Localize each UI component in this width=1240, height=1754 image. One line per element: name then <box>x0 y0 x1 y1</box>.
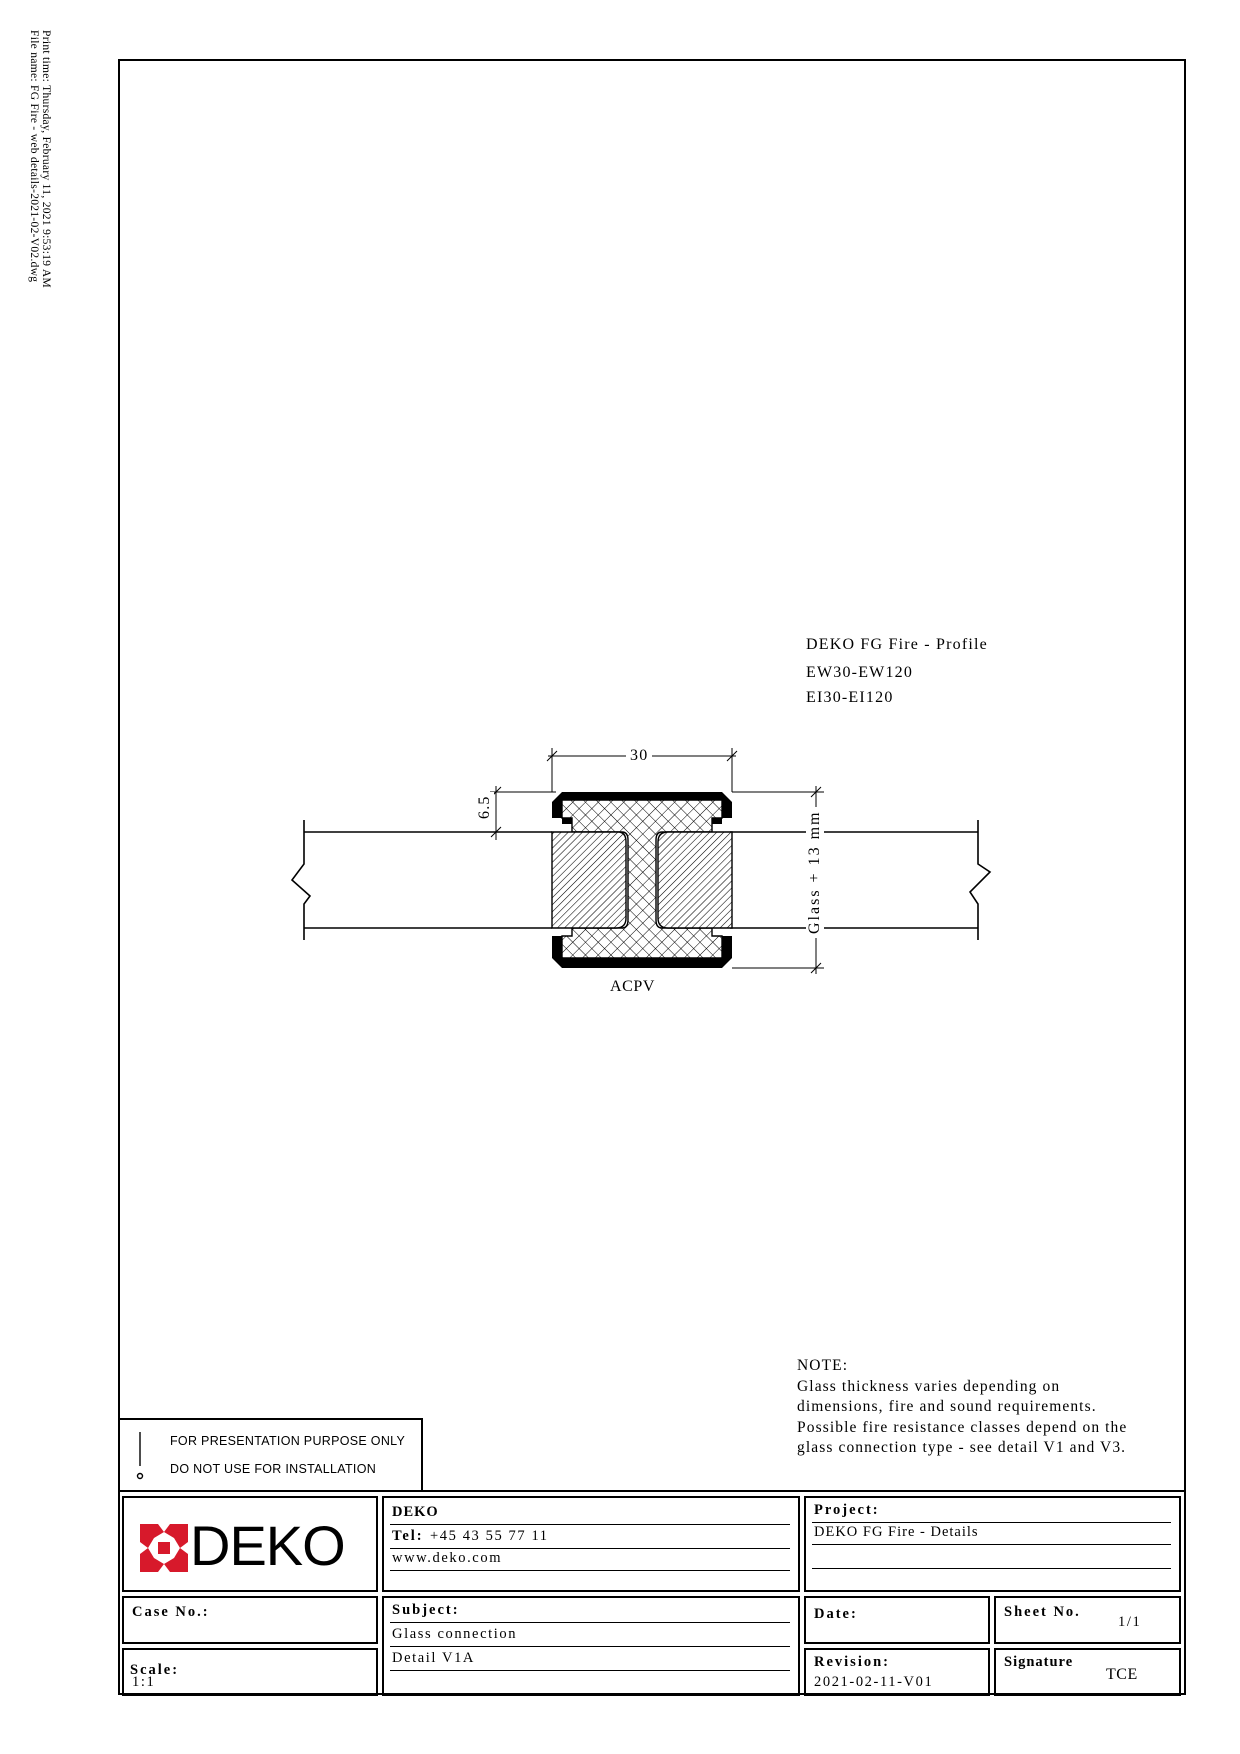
note-line-2: dimensions, fire and sound requirements. <box>797 1398 1097 1415</box>
website: www.deko.com <box>392 1550 503 1566</box>
sheet-cell <box>994 1596 1181 1644</box>
class-ei: EI30-EI120 <box>806 689 894 706</box>
gasket-right <box>658 832 732 928</box>
tel-value: +45 43 55 77 11 <box>430 1528 549 1544</box>
print-time: Print time: Thursday, February 11, 2021 9:53:19 AM <box>40 30 52 288</box>
class-ew: EW30-EW120 <box>806 664 914 681</box>
dim-lip-lines <box>490 786 556 840</box>
profile-name: ACPV <box>610 978 656 995</box>
glass-left <box>292 820 552 940</box>
signature-cell <box>994 1648 1181 1696</box>
subject-cell <box>382 1596 800 1696</box>
project-cell <box>804 1496 1181 1592</box>
dim-width-value: 30 <box>626 747 652 765</box>
title-block <box>118 1490 1186 1695</box>
signature-label: Signature <box>1004 1654 1074 1670</box>
tel-label: Tel: <box>392 1528 424 1544</box>
exclamation-icon <box>134 1428 146 1484</box>
glass-right <box>730 820 990 940</box>
logo-cell <box>122 1496 378 1592</box>
dim-height-value: Glass + 13 mm <box>806 807 824 938</box>
warning-line-1: FOR PRESENTATION PURPOSE ONLY <box>170 1434 406 1448</box>
case-label: Case No.: <box>132 1604 210 1620</box>
revision-value: 2021-02-11-V01 <box>814 1674 934 1690</box>
gasket-left <box>552 832 626 928</box>
date-cell <box>804 1596 990 1644</box>
file-name: File name: FG Fire - web details-2021-02-V02.dwg <box>28 30 40 283</box>
project-value: DEKO FG Fire - Details <box>814 1524 979 1540</box>
revision-cell <box>804 1648 990 1696</box>
note-line-4: glass connection type - see detail V1 and V3. <box>797 1439 1127 1456</box>
company-cell <box>382 1496 800 1592</box>
signature-value: TCE <box>1106 1666 1138 1683</box>
deko-logo-icon <box>140 1524 188 1572</box>
note-line-1: Glass thickness varies depending on <box>797 1377 1061 1395</box>
subject-label: Subject: <box>392 1602 460 1618</box>
logo-text: DEKO <box>190 1514 345 1577</box>
profile-title: DEKO FG Fire - Profile <box>806 636 988 653</box>
sheet-label: Sheet No. <box>1004 1604 1081 1620</box>
subject-line-1: Glass connection <box>392 1626 518 1642</box>
scale-cell <box>122 1648 378 1696</box>
warning-line-2: DO NOT USE FOR INSTALLATION <box>170 1462 377 1476</box>
dim-lip-value: 6.5 <box>476 792 494 822</box>
note-line-3: Possible fire resistance classes depend on the <box>797 1418 1128 1436</box>
case-cell <box>122 1596 378 1644</box>
subject-line-2: Detail V1A <box>392 1650 475 1666</box>
warning-box <box>118 1418 423 1492</box>
note-block <box>797 1356 1127 1459</box>
revision-label: Revision: <box>814 1654 890 1670</box>
note-heading: NOTE: <box>797 1357 849 1374</box>
scale-value: 1:1 <box>132 1674 156 1690</box>
scale-label: Scale: <box>130 1662 180 1678</box>
date-label: Date: <box>814 1606 858 1622</box>
company-name: DEKO <box>392 1504 439 1520</box>
project-label: Project: <box>814 1502 880 1518</box>
sheet-value: 1/1 <box>1118 1614 1142 1630</box>
